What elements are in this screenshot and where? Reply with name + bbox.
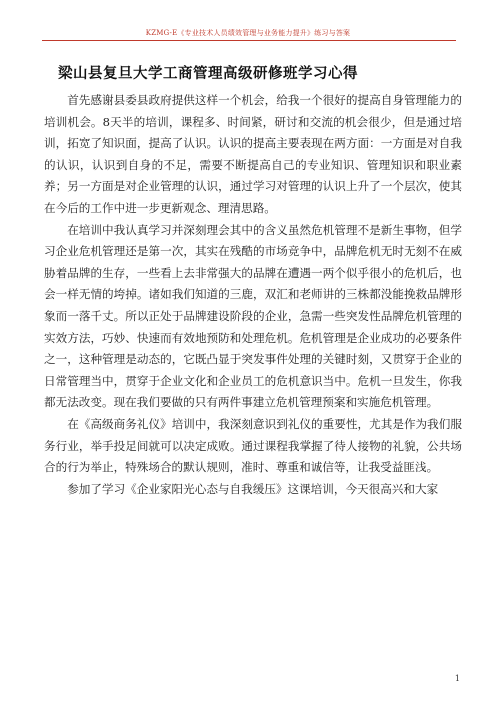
document-body: [44, 90, 462, 500]
page-number: 1: [454, 674, 460, 683]
paragraph-2: 在培训中我认真学习并深刻理会其中的含义虽然危机管理不是新生事物，但学习企业危机管理还是第一次，其实在残酷的市场竞争中，品牌危机无时无刻不在威胁着品牌的生存，一些看上去非常强大的品牌在遭遇一两个似乎很小的危机后，也会一样无情的垮掉。诸如我们知道的三鹿，双汇和老师讲的三株都没能挽救品牌形象而一落千丈。所以正处于品牌建设阶段的企业，急需一些突发性品牌危机管理的实效方法，巧妙、快速而有效地预防和处理危机。危机管理是企业成功的必要条件之一，这种管理是动态的，它既凸显于突发事件处理的关键时刻，又贯穿于企业的日常管理当中，贯穿于企业文化和企业员工的危机意识当中。危机一旦发生，你我都无法改变。现在我们要做的只有两件事建立危机管理预案和实施危机管理。: [44, 222, 462, 410]
paragraph-1: 首先感谢县委县政府提供这样一个机会，给我一个很好的提高自身管理能力的培训机会。8天半的培训，课程多、时间紧，研讨和交流的机会很少，但是通过培训，拓宽了知识面，提高了认识。认识的提高主要表现在两方面：一方面是对自我的认识，认识到自身的不足，需要不断提高自己的专业知识、管理知识和职业素养；另一方面是对企业管理的认识，通过学习对管理的认识上升了一个层次，使其在今后的工作中进一步更新观念、理清思路。: [44, 93, 462, 215]
paragraph-3: 在《高级商务礼仪》培训中，我深刻意识到礼仪的重要性，尤其是作为我们服务行业，举手投足间就可以决定成败。通过课程我掌握了待人接物的礼貌，公共场合的行为举止，特殊场合的默认规则，准时、尊重和诚信等，让我受益匪浅。: [44, 416, 462, 475]
document-title: 梁山县复旦大学工商管理高级研修班学习心得: [58, 65, 358, 82]
running-header: KZMG-E《专业技术人员绩效管理与业务能力提升》练习与答案: [145, 29, 351, 37]
header-divider: [42, 40, 456, 41]
paragraph-4: 参加了学习《企业家阳光心态与自我缓压》这课培训，今天很高兴和大家: [67, 481, 439, 496]
